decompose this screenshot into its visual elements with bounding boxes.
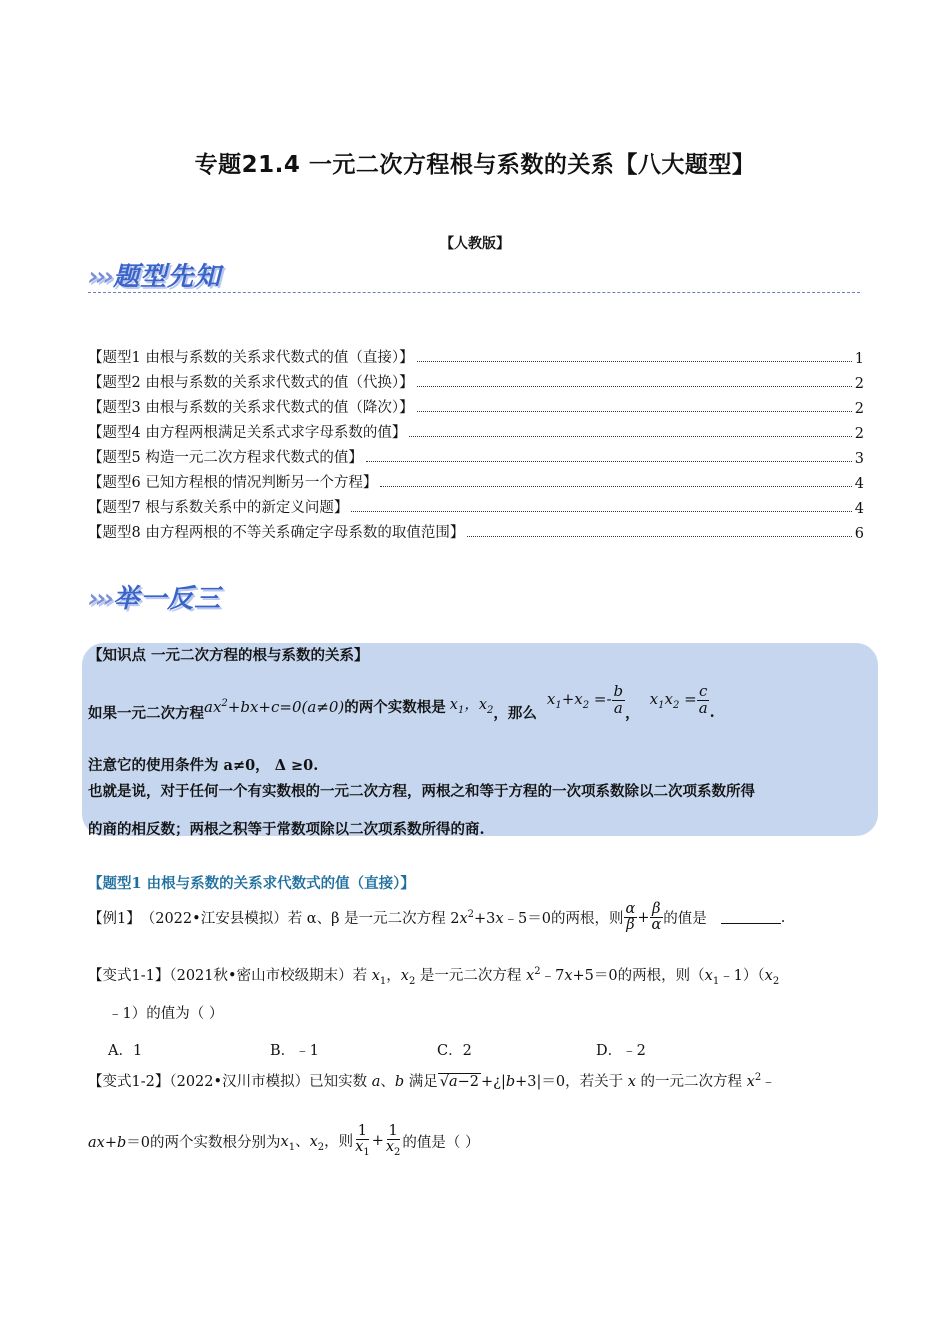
toc-item[interactable] [88, 392, 864, 417]
variant-tag: 【变式1-1】 [88, 968, 170, 984]
toc-item-page: 6 [854, 526, 864, 542]
toc-leader [366, 461, 852, 462]
toc-item-label: 【题型8 由方程两根的不等关系确定字母系数的取值范围】 [88, 525, 465, 541]
table-of-contents [88, 342, 864, 542]
knowledge-explanation-1: 也就是说，对于任何一个有实数根的一元二次方程，两根之和等于方程的一次项系数除以二次项系数所得 [88, 783, 755, 800]
overview-banner-text: 题型先知 [113, 262, 222, 292]
option-d[interactable]: D．﹣2 [596, 1043, 646, 1059]
vieta-product-fraction: $\frac{c}{a}$ [698, 682, 708, 717]
option-c[interactable]: C．2 [437, 1043, 472, 1059]
answer-blank[interactable] [721, 911, 781, 924]
toc-leader [417, 386, 852, 387]
toc-item-page: 2 [854, 426, 864, 442]
variant-1-1: 【变式1-1】（2021秋•密山市校级期末）若 $x_1$，$x_2$ 是一元二次方程 $x^2﹣7x+5=0$的两根，则$(x_1﹣1)(x_2$ [88, 966, 780, 987]
variant-1-1-line2: ﹣1）的值为（ ） [108, 1006, 224, 1022]
toc-leader [380, 486, 852, 487]
toc-leader [467, 536, 852, 537]
toc-item-label: 【题型1 由根与系数的关系求代数式的值（直接）】 [88, 350, 414, 366]
toc-item-page: 3 [854, 451, 864, 467]
toc-item-page: 4 [854, 501, 864, 517]
practice-banner [88, 578, 221, 615]
toc-leader [351, 511, 852, 512]
toc-item-label: 【题型4 由方程两根满足关系式求字母系数的值】 [88, 425, 407, 441]
knowledge-condition: 注意它的使用条件为 a≠0， Δ ≥0. [88, 757, 319, 774]
roots-symbols: $x_1$，$x_2$ [449, 697, 494, 716]
beta-over-alpha: $\frac{\beta}{\alpha}$ [651, 901, 662, 934]
toc-item-page: 2 [854, 401, 864, 417]
variant-1-2: 【变式1-2】（2022•汉川市模拟）已知实数 a、b 满足 √a−2 +¿|b+3|＝0，若关于 x 的一元二次方程 $x^2﹣$ [88, 1072, 776, 1090]
overview-banner [88, 256, 221, 293]
variant-source: （2021秋•密山市校级期末） [169, 968, 353, 984]
variant-line2-end: 的值是（ ） [402, 1134, 480, 1151]
toc-item[interactable] [88, 492, 864, 517]
variant-tag: 【变式1-2】 [88, 1074, 170, 1090]
variant-text: 的两根，则（ [617, 968, 705, 984]
knowledge-point-box [82, 643, 878, 836]
variant-source: （2022•汉川市模拟） [169, 1074, 310, 1090]
option-b[interactable]: B．﹣1 [270, 1043, 319, 1059]
section-heading: 【题型1 由根与系数的关系求代数式的值（直接）】 [88, 875, 415, 892]
quadratic-equation: $ax^2+bx+c=0(a\ne 0)$ [204, 697, 345, 716]
toc-item[interactable] [88, 442, 864, 467]
toc-item-page: 1 [854, 351, 864, 367]
edition-label: 【人教版】 [440, 236, 510, 252]
option-a[interactable]: A．1 [108, 1043, 143, 1059]
banner-divider [88, 292, 860, 293]
example-text-a: 若 α、β 是一元二次方程 2 [287, 911, 460, 928]
vieta-product-formula: $x_1x_2$ = [649, 690, 697, 711]
toc-item-page: 2 [854, 376, 864, 392]
vieta-sum-fraction: $\frac{b}{a}$ [613, 682, 624, 717]
knowledge-explanation-2: 的商的相反数；两根之积等于常数项除以二次项系数所得的商. [88, 821, 485, 838]
toc-item-label: 【题型3 由根与系数的关系求代数式的值（降次）】 [88, 400, 414, 416]
sqrt-expression: √a−2 [439, 1074, 480, 1090]
knowledge-line1-then: ，那么 [493, 705, 537, 722]
variant-1-2-line2: ax+b＝0 的两个实数根分别为 $x_1$、$x_2$，则 $\frac{1}{x_1}$ + $\frac{1}{x_2}$ 的值是（ ） [88, 1123, 480, 1159]
knowledge-line1-prefix: 如果一元二次方程 [88, 705, 204, 722]
example-1: 【例1】 （2022•江安县模拟） 若 α、β 是一元二次方程 2 $x^2+3x﹣5=0$ 的两根，则 $\frac{\alpha}{\beta}$ + $\frac{\beta}{\alpha}$ 的值是 . [88, 901, 786, 934]
example-text-c: 的值是 [663, 911, 707, 928]
toc-item-label: 【题型7 根与系数关系中的新定义问题】 [88, 500, 349, 516]
toc-item[interactable] [88, 467, 864, 492]
reciprocal-x2: $\frac{1}{x_2}$ [385, 1123, 401, 1159]
banner-arrows-icon: ››› [88, 262, 112, 292]
document-title: 专题21.4 一元二次方程根与系数的关系【八大题型】 [194, 152, 756, 178]
knowledge-line1-mid: 的两个实数根是 [344, 699, 446, 716]
toc-item-label: 【题型6 已知方程根的情况判断另一个方程】 [88, 475, 378, 491]
toc-item-page: 4 [854, 476, 864, 492]
banner-arrows-icon: ››› [88, 584, 112, 614]
example-text-b: 的两根，则 [551, 911, 624, 928]
vieta-sum-formula: $x_1+x_2$ =- [546, 690, 612, 711]
toc-leader [417, 361, 852, 362]
toc-item[interactable] [88, 417, 864, 442]
reciprocal-x1: $\frac{1}{x_1}$ [355, 1123, 370, 1159]
toc-item[interactable] [88, 367, 864, 392]
toc-leader [417, 411, 852, 412]
knowledge-point-title: 【知识点 一元二次方程的根与系数的关系】 [88, 647, 369, 664]
variant-text: 已知实数 [309, 1074, 368, 1090]
toc-item[interactable] [88, 342, 864, 367]
example-equation: $x^2+3x﹣5=0$ [459, 909, 552, 928]
toc-item-label: 【题型2 由根与系数的关系求代数式的值（代换）】 [88, 375, 414, 391]
knowledge-formula-line: 如果一元二次方程 $ax^2+bx+c=0(a\ne 0)$ 的两个实数根是 $x_1$，$x_2$ ，那么 $x_1+x_2$ =- $\frac{b}{a}$ ， $x_1x_2$ = $\frac{c}{a}$ . [88, 682, 715, 722]
alpha-over-beta: $\frac{\alpha}{\beta}$ [625, 901, 636, 934]
variant-line2-text: 的两个实数根分别为 [150, 1134, 281, 1151]
toc-item[interactable] [88, 517, 864, 542]
toc-leader [409, 436, 852, 437]
example-source: （2022•江安县模拟） [140, 911, 288, 928]
practice-banner-text: 举一反三 [113, 584, 222, 614]
toc-item-label: 【题型5 构造一元二次方程求代数式的值】 [88, 450, 363, 466]
example-tag: 【例1】 [88, 911, 141, 928]
